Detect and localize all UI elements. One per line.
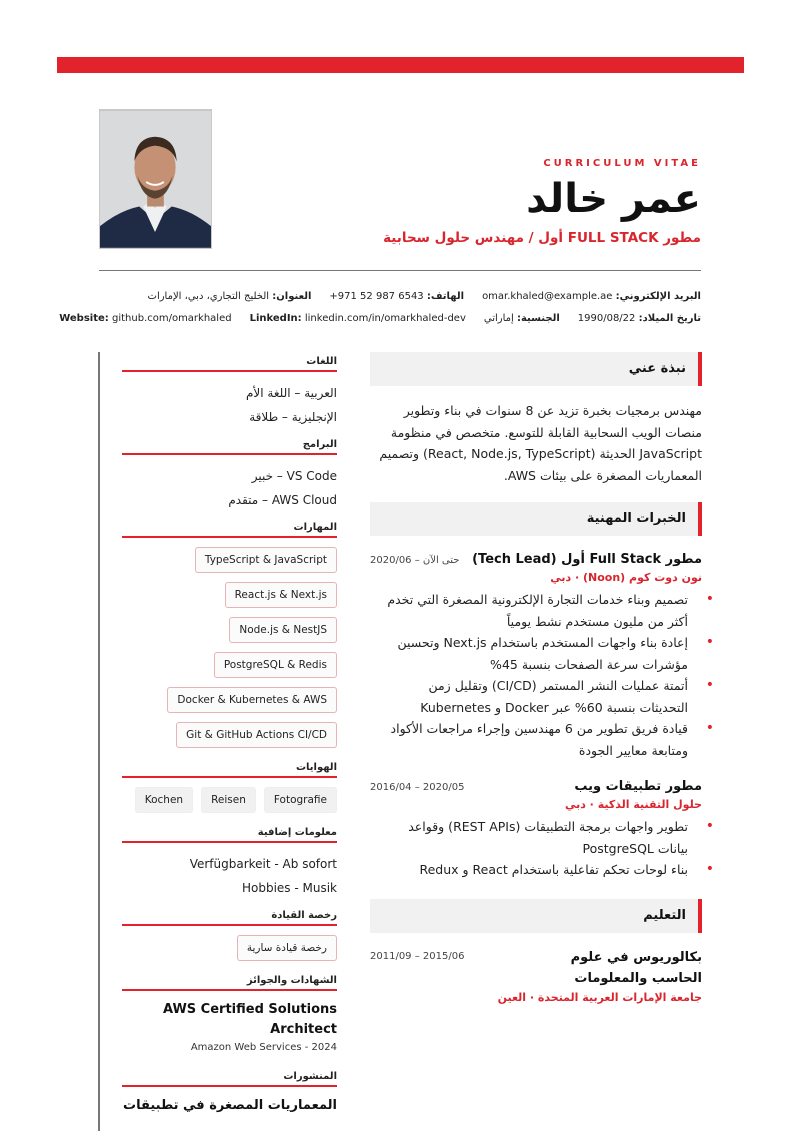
list-item: • إعادة بناء واجهات المستخدم باستخدام Next.js وتحسين مؤشرات سرعة الصفحات بنسبة 45% <box>370 632 702 675</box>
list-item: الإنجليزية – طلاقة <box>249 410 337 424</box>
hobby-chip: Kochen <box>135 787 193 813</box>
hobby-chip: Fotografie <box>264 787 337 813</box>
hobby-chip: Reisen <box>201 787 256 813</box>
contact-address: العنوان: الخليج التجاري، دبي، الإمارات <box>147 291 312 302</box>
skill-chip: Git & GitHub Actions CI/CD <box>176 722 337 748</box>
list-item: • أتمتة عمليات النشر المستمر (CI/CD) وتقليل زمن التحديثات بنسبة 60% عبر Docker و Kubernetes <box>370 675 702 718</box>
list-item: • بناء لوحات تحكم تفاعلية باستخدام React و Redux <box>370 859 702 881</box>
job-date: 2016/04 – 2020/05 <box>370 782 465 793</box>
education-entry <box>370 947 702 1004</box>
about-heading: نبذة عني <box>370 352 702 386</box>
degree-date: 2011/09 – 2015/06 <box>370 950 465 962</box>
education-heading: التعليم <box>370 899 702 933</box>
section-rule <box>122 924 337 926</box>
list-item: Hobbies - Musik <box>241 881 337 895</box>
skill-chip: React.js & Next.js <box>225 582 337 608</box>
section-rule <box>122 989 337 991</box>
job-title: مطور تطبيقات ويب <box>574 779 702 794</box>
list-item: • قيادة فريق تطوير من 6 مهندسين وإجراء مراجعات الأكواد ومتابعة معايير الجودة <box>370 718 702 761</box>
candidate-name: عمر خالد <box>526 176 701 222</box>
job-bullets <box>370 816 702 881</box>
top-accent-bar <box>57 57 744 73</box>
contact-phone[interactable]: الهاتف: +971 52 987 6543 <box>329 291 465 302</box>
section-rule <box>122 776 337 778</box>
job-bullets <box>370 589 702 761</box>
certificates-section <box>122 971 337 1053</box>
list-item: العربية – اللغة الأم <box>245 386 337 400</box>
section-title: المنشورات <box>283 1071 337 1082</box>
languages-section <box>122 352 337 429</box>
contact-dob: تاريخ الميلاد: 1990/08/22 <box>577 313 701 324</box>
job-company: حلول التقنية الذكية · دبي <box>564 798 702 811</box>
experience-heading: الخبرات المهنية <box>370 502 702 536</box>
sidebar <box>122 352 337 1122</box>
job-title: مطور Full Stack أول (Tech Lead) <box>472 552 702 567</box>
contact-website[interactable]: Website: github.com/omarkhaled <box>59 313 232 324</box>
section-title: معلومات إضافية <box>257 827 337 838</box>
sidebar-divider <box>98 352 100 1131</box>
main-column <box>370 352 702 1004</box>
candidate-role: مطور FULL STACK أول / مهندس حلول سحابية <box>383 230 701 246</box>
section-title: رخصة القيادة <box>271 910 337 921</box>
skill-chip: Docker & Kubernetes & AWS <box>167 687 337 713</box>
list-item: • تصميم وبناء خدمات التجارة الإلكترونية المصغرة التي تخدم أكثر من مليون مستخدم نشط يومياً <box>370 589 702 632</box>
contact-email[interactable]: البريد الإلكتروني: omar.khaled@example.ae <box>482 291 701 302</box>
section-rule <box>122 841 337 843</box>
section-title: اللغات <box>306 356 337 367</box>
section-title: الهوايات <box>295 762 337 773</box>
section-title: الشهادات والجوائز <box>246 975 337 986</box>
skill-chips <box>122 547 337 748</box>
section-rule <box>122 536 337 538</box>
school-name: جامعة الإمارات العربية المتحدة · العين <box>497 990 702 1004</box>
job-entry <box>370 552 702 761</box>
publications-section <box>122 1067 337 1116</box>
list-item: Verfügbarkeit - Ab sofort <box>189 857 337 871</box>
list-item: AWS Cloud – متقدم <box>228 493 337 507</box>
certificate-issuer: Amazon Web Services - 2024 <box>190 1042 337 1053</box>
skill-chip: TypeScript & JavaScript <box>195 547 337 573</box>
cv-eyebrow: CURRICULUM VITAE <box>543 158 701 169</box>
list-item: • تطوير واجهات برمجة التطبيقات (REST APIs) وقواعد بيانات PostgreSQL <box>370 816 702 859</box>
about-text: مهندس برمجيات بخبرة تزيد عن 8 سنوات في بناء وتطوير منصات الويب السحابية القابلة للتوسع. متخصص في منظومة JavaScript الحديثة (React, Node.js, TypeScript) وتصميم المعماريات المصغرة على بيئات AWS. <box>379 403 702 483</box>
skills-section <box>122 518 337 748</box>
contact-row-2 <box>59 313 701 324</box>
section-title: البرامج <box>302 439 337 450</box>
list-item: VS Code – خبير <box>251 469 337 483</box>
section-rule <box>122 1085 337 1087</box>
section-rule <box>122 370 337 372</box>
publication-title: المعماريات المصغرة في تطبيقات <box>123 1098 337 1113</box>
job-company: نون دوت كوم (Noon) · دبي <box>550 571 702 584</box>
degree-title: بكالوريوس في علوم الحاسب والمعلومات <box>570 949 702 986</box>
skill-chip: PostgreSQL & Redis <box>214 652 337 678</box>
contact-nationality: الجنسية: إماراتي <box>483 313 560 324</box>
profile-photo <box>99 109 212 249</box>
section-title: المهارات <box>293 522 337 533</box>
contact-row-1 <box>148 291 701 302</box>
license-chips <box>122 935 337 961</box>
hobby-chips <box>122 787 337 813</box>
hobbies-section <box>122 758 337 813</box>
job-date: 2020/06 – حتى الآن <box>370 555 460 566</box>
certificate-name: AWS Certified Solutions Architect <box>162 1002 337 1037</box>
extra-info-section <box>122 823 337 900</box>
skill-chip: Node.js & NestJS <box>229 617 337 643</box>
contact-linkedin[interactable]: LinkedIn: linkedin.com/in/omarkhaled-dev <box>249 313 466 324</box>
header-divider <box>99 270 701 271</box>
license-section <box>122 906 337 961</box>
license-chip: رخصة قيادة سارية <box>237 935 337 961</box>
section-rule <box>122 453 337 455</box>
software-section <box>122 435 337 512</box>
job-entry <box>370 779 702 881</box>
